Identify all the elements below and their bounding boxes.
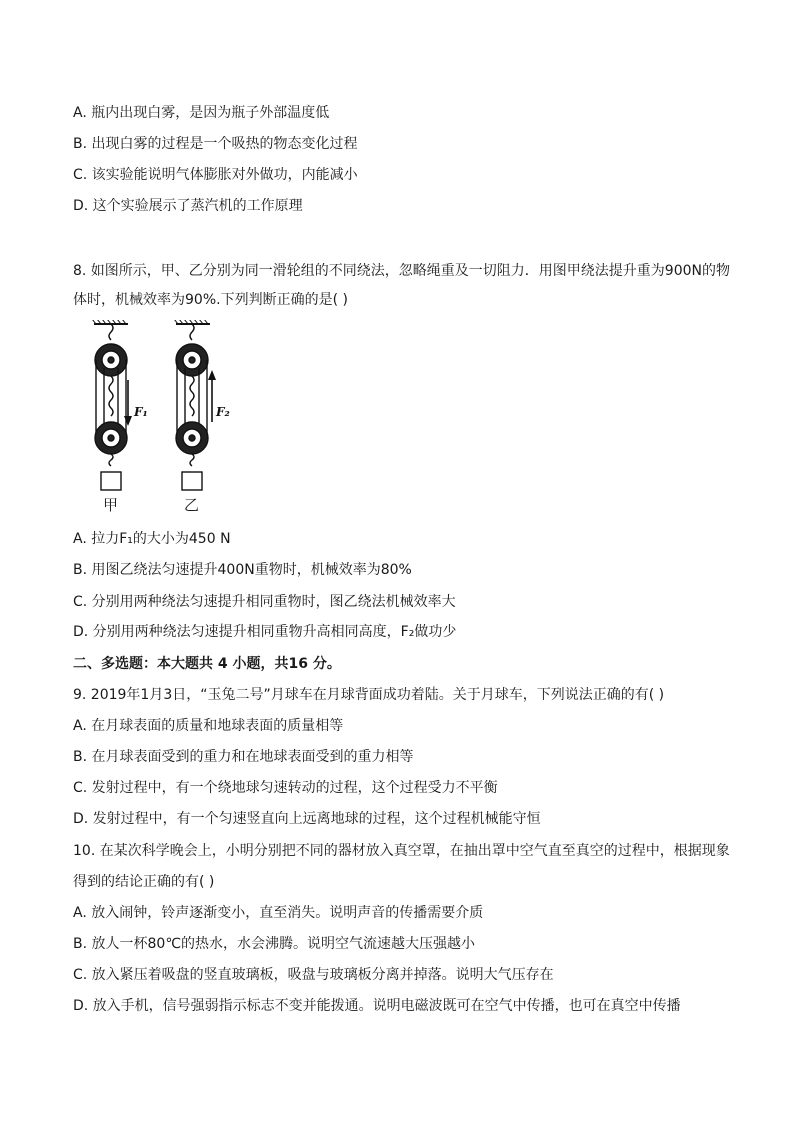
q9-stem: 9. 2019年1月3日，“玉兔二号”月球车在月球背面成功着陆。关于月球车，下列说法正确的有( ) [73, 687, 665, 703]
force-label-f2: F₂ [216, 405, 230, 419]
pulley-diagram [88, 320, 248, 495]
q7-option-c: C. 该实验能说明气体膨胀对外做功，内能减小 [73, 167, 358, 183]
q9-option-b: B. 在月球表面受到的重力和在地球表面受到的重力相等 [73, 749, 414, 765]
pulley-system-right [174, 320, 216, 490]
section-title: 二、多选题：本大题共 4 小题，共16 分。 [73, 656, 341, 672]
q9-option-a: A. 在月球表面的质量和地球表面的质量相等 [73, 718, 344, 734]
q9-option-c: C. 发射过程中，有一个绕地球匀速转动的过程，这个过程受力不平衡 [73, 780, 498, 796]
q7-option-a: A. 瓶内出现白雾，是因为瓶子外部温度低 [73, 105, 330, 121]
q9-option-d: D. 发射过程中，有一个匀速竖直向上远离地球的过程，这个过程机械能守恒 [73, 811, 541, 827]
pulley-figure [88, 320, 248, 520]
figure-label-jia: 甲 [103, 496, 119, 514]
figure-label-yi: 乙 [184, 496, 200, 514]
q8-option-b: B. 用图乙绕法匀速提升400N重物时，机械效率为80% [73, 562, 412, 578]
q8-option-a: A. 拉力F₁的大小为450 N [73, 531, 231, 547]
q10-stem-line2: 得到的结论正确的有( ) [73, 874, 215, 890]
q7-option-b: B. 出现白雾的过程是一个吸热的物态变化过程 [73, 136, 358, 152]
q10-option-b: B. 放人一杯80℃的热水，水会沸腾。说明空气流速越大压强越小 [73, 936, 476, 952]
q8-option-d: D. 分别用两种绕法匀速提升相同重物升高相同高度，F₂做功少 [73, 624, 457, 640]
force-label-f1: F₁ [134, 405, 148, 419]
q8-stem-line1: 8. 如图所示，甲、乙分别为同一滑轮组的不同绕法，忽略绳重及一切阻力．用图甲绕法提升重为900N的物 [73, 263, 730, 279]
q8-option-c: C. 分别用两种绕法匀速提升相同重物时，图乙绕法机械效率大 [73, 594, 456, 610]
q10-option-a: A. 放入闹钟，铃声逐渐变小，直至消失。说明声音的传播需要介质 [73, 905, 484, 921]
q10-option-d: D. 放入手机，信号强弱指示标志不变并能拨通。说明电磁波既可在空气中传播，也可在真空中传播 [73, 998, 681, 1014]
q7-option-d: D. 这个实验展示了蒸汽机的工作原理 [73, 198, 303, 214]
q10-option-c: C. 放入紧压着吸盘的竖直玻璃板，吸盘与玻璃板分离并掉落。说明大气压存在 [73, 967, 554, 983]
pulley-system-left [92, 320, 132, 490]
q8-stem-line2: 体时，机械效率为90%.下列判断正确的是( ) [73, 292, 348, 308]
q10-stem-line1: 10. 在某次科学晚会上，小明分别把不同的器材放入真空罩，在抽出罩中空气直至真空的过程中，根据现象 [73, 843, 730, 859]
